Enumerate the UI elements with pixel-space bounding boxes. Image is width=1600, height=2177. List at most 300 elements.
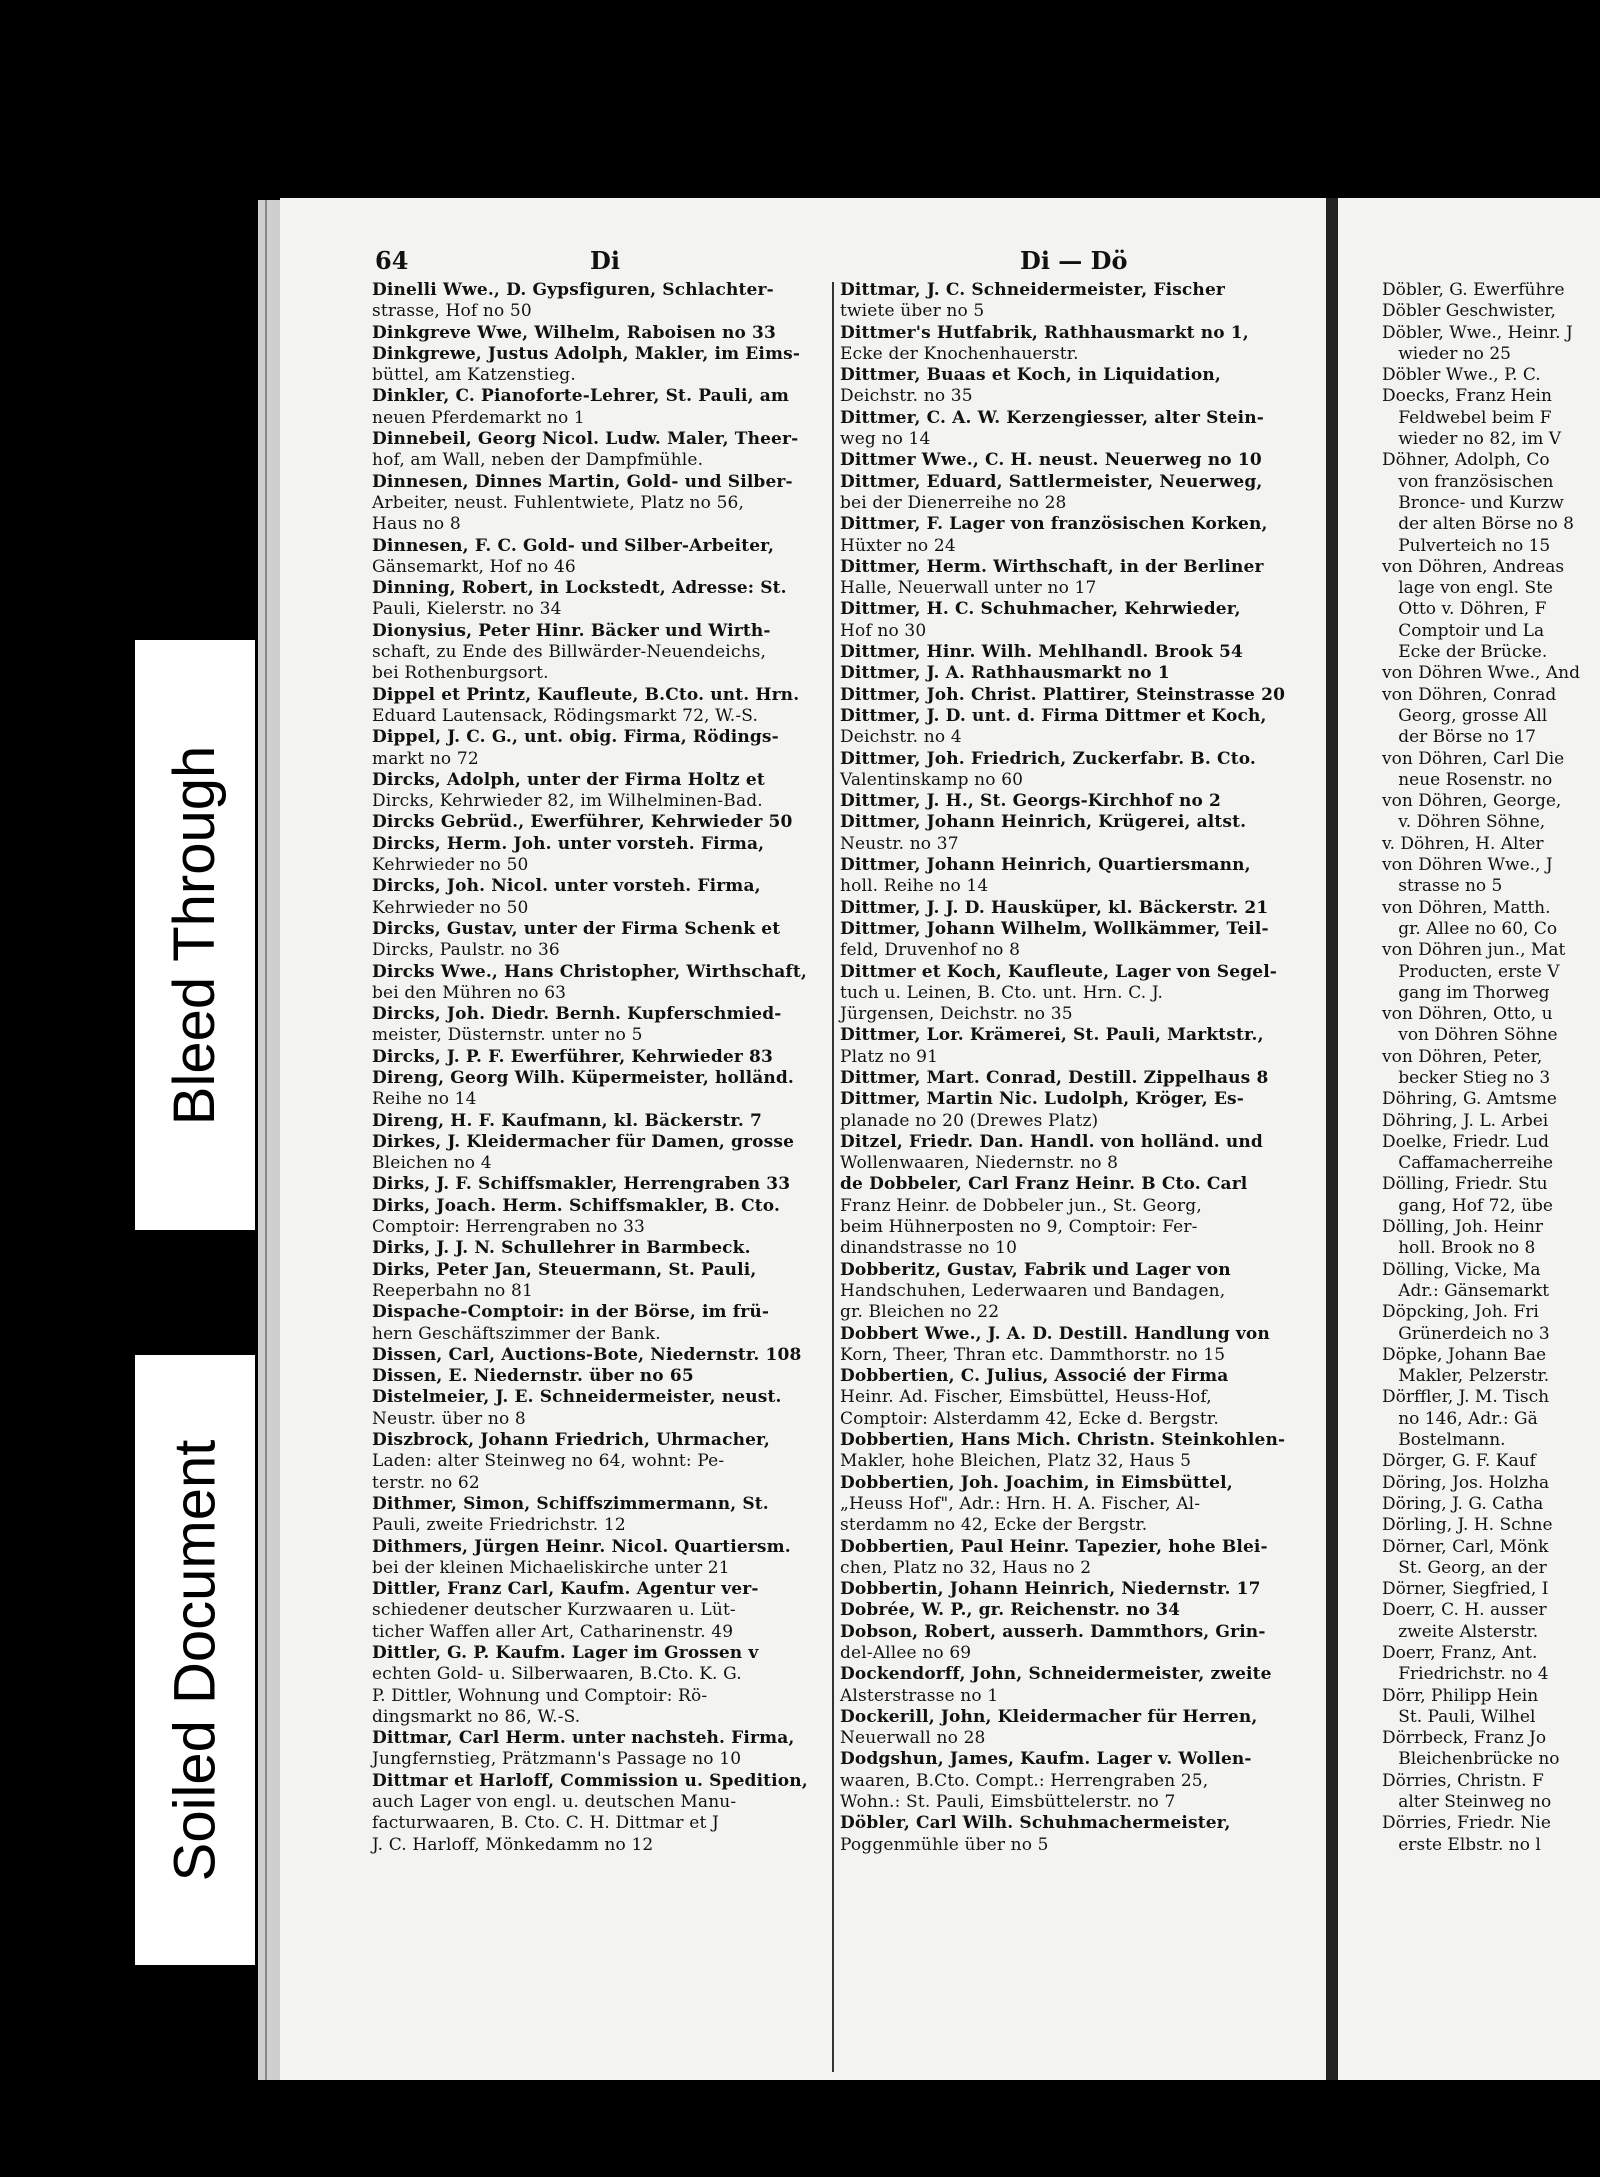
- directory-entry: [840, 1473, 1295, 1537]
- entry-line: Dobbertien, Hans Mich. Christn. Steinkohlen-: [840, 1430, 1286, 1451]
- partial-entry-line: Dörries, Christn. F: [1382, 1770, 1544, 1791]
- entry-line: Neustr. no 37: [840, 833, 959, 854]
- entry-line: Dockendorff, John, Schneidermeister, zweite: [840, 1664, 1272, 1685]
- entry-line: Dittmer, Joh. Christ. Plattirer, Steinstrasse 20: [840, 684, 1286, 705]
- directory-entry: [840, 557, 1295, 600]
- entry-line: Dittmer, J. H., St. Georgs-Kirchhof no 2: [840, 791, 1222, 812]
- entry-line: neuen Pferdemarkt no 1: [372, 407, 585, 428]
- entry-line: Deichstr. no 35: [840, 386, 973, 407]
- directory-entry: [372, 429, 827, 472]
- entry-line: Dircks Gebrüd., Ewerführer, Kehrwieder 50: [372, 812, 793, 833]
- entry-line: Ditzel, Friedr. Dan. Handl. von holländ. und: [840, 1131, 1263, 1152]
- partial-entry-line: wieder no 82, im V: [1382, 429, 1561, 450]
- directory-entry: [372, 1196, 827, 1239]
- directory-entry: [840, 791, 1295, 812]
- partial-entry-line: Bleichenbrücke no: [1382, 1749, 1560, 1770]
- directory-entry: [372, 1132, 827, 1175]
- directory-entry: [372, 1728, 827, 1771]
- directory-entry: [372, 1302, 827, 1345]
- directory-entry: [372, 1004, 827, 1047]
- directory-entry: [840, 1600, 1295, 1621]
- partial-entry-line: alter Steinweg no: [1382, 1792, 1552, 1813]
- entry-line: waaren, B.Cto. Compt.: Herrengraben 25,: [840, 1770, 1209, 1791]
- directory-entry: [840, 365, 1295, 408]
- directory-entry: [372, 472, 827, 536]
- partial-entry-line: Döhring, J. L. Arbei: [1382, 1110, 1549, 1131]
- partial-entry-line: Döhner, Adolph, Co: [1382, 450, 1550, 471]
- entry-line: Dobson, Robert, ausserh. Dammthors, Grin-: [840, 1621, 1266, 1642]
- entry-line: Dittmer et Koch, Kaufleute, Lager von Segel-: [840, 961, 1278, 982]
- entry-line: Dittmer, Lor. Krämerei, St. Pauli, Marktstr.,: [840, 1025, 1264, 1046]
- entry-line: Dissen, E. Niedernstr. über no 65: [372, 1366, 694, 1387]
- entry-line: Dirks, J. J. N. Schullehrer in Barmbeck.: [372, 1238, 751, 1259]
- directory-entry: [840, 919, 1295, 962]
- partial-entry-line: gang im Thorweg: [1382, 982, 1550, 1003]
- directory-entry: [372, 1494, 827, 1537]
- entry-line: Neustr. über no 8: [372, 1408, 526, 1429]
- entry-line: Dippel et Printz, Kaufleute, B.Cto. unt. Hrn.: [372, 684, 800, 705]
- entry-line: Reihe no 14: [372, 1089, 477, 1110]
- directory-entry: [372, 386, 827, 429]
- partial-entry-line: Doerr, C. H. ausser: [1382, 1600, 1547, 1621]
- directory-entry: [372, 536, 827, 579]
- entry-line: Dodgshun, James, Kaufm. Lager v. Wollen-: [840, 1749, 1252, 1770]
- partial-entry-line: v. Döhren, H. Alter: [1382, 833, 1544, 854]
- directory-entry: [372, 1174, 827, 1195]
- entry-line: Dircks Wwe., Hans Christopher, Wirthschaft,: [372, 961, 807, 982]
- entry-line: twiete über no 5: [840, 301, 985, 322]
- directory-entry: [840, 1707, 1295, 1750]
- directory-entry: [372, 323, 827, 344]
- entry-line: schiedener deutscher Kurzwaaren u. Lüt-: [372, 1600, 736, 1621]
- partial-entry-line: gr. Allee no 60, Co: [1382, 918, 1558, 939]
- directory-entry: [840, 1089, 1295, 1132]
- soiled-document-text: Soiled Document: [162, 1439, 228, 1881]
- entry-line: Dircks, J. P. F. Ewerführer, Kehrwieder 83: [372, 1046, 773, 1067]
- partial-entry-line: Dölling, Friedr. Stu: [1382, 1174, 1548, 1195]
- partial-entry-line: strasse no 5: [1382, 876, 1503, 897]
- directory-entry: [372, 876, 827, 919]
- directory-entry: [840, 1579, 1295, 1600]
- partial-entry-line: Pulverteich no 15: [1382, 535, 1551, 556]
- entry-line: Dittmer, Johann Wilhelm, Wollkämmer, Teil-: [840, 918, 1269, 939]
- entry-line: Dinkgreve Wwe, Wilhelm, Raboisen no 33: [372, 322, 777, 343]
- directory-entry: [372, 344, 827, 387]
- entry-line: Dittmer, Buaas et Koch, in Liquidation,: [840, 365, 1221, 386]
- entry-line: Dissen, Carl, Auctions-Bote, Niedernstr. 108: [372, 1344, 802, 1365]
- directory-entry: [840, 472, 1295, 515]
- entry-line: bei der kleinen Michaeliskirche unter 21: [372, 1557, 730, 1578]
- entry-line: holl. Reihe no 14: [840, 876, 989, 897]
- partial-entry-line: von Döhren Wwe., J: [1382, 855, 1553, 876]
- entry-line: Dittmer, Martin Nic. Ludolph, Kröger, Es-: [840, 1089, 1244, 1110]
- entry-line: Bleichen no 4: [372, 1153, 492, 1174]
- directory-entry: [840, 642, 1295, 663]
- directory-entry: [372, 280, 827, 323]
- entry-line: schaft, zu Ende des Billwärder-Neuendeichs,: [372, 642, 767, 663]
- entry-line: Dionysius, Peter Hinr. Bäcker und Wirth-: [372, 620, 771, 641]
- directory-entry: [840, 1813, 1295, 1856]
- page-number: 64: [375, 246, 409, 275]
- directory-entry: [372, 919, 827, 962]
- entry-line: Dirks, J. F. Schiffsmakler, Herrengraben 33: [372, 1174, 791, 1195]
- entry-line: markt no 72: [372, 748, 479, 769]
- entry-line: Dispache-Comptoir: in der Börse, im frü-: [372, 1302, 770, 1323]
- directory-entry: [372, 1260, 827, 1303]
- partial-entry-line: von Döhren jun., Mat: [1382, 940, 1566, 961]
- directory-entry: [840, 280, 1295, 323]
- directory-entry: [372, 770, 827, 813]
- entry-line: Korn, Theer, Thran etc. Dammthorstr. no 15: [840, 1344, 1226, 1365]
- directory-entry: [840, 599, 1295, 642]
- entry-line: strasse, Hof no 50: [372, 301, 532, 322]
- soiled-document-label: [135, 1355, 255, 1965]
- entry-line: büttel, am Katzenstieg.: [372, 365, 576, 386]
- entry-line: tuch u. Leinen, B. Cto. unt. Hrn. C. J.: [840, 982, 1164, 1003]
- entry-line: Pauli, Kielerstr. no 34: [372, 599, 562, 620]
- directory-entry: [840, 749, 1295, 792]
- directory-entry: [840, 962, 1295, 1026]
- directory-entry: [372, 834, 827, 877]
- entry-line: Wohn.: St. Pauli, Eimsbüttelerstr. no 7: [840, 1792, 1176, 1813]
- entry-line: Comptoir: Herrengraben no 33: [372, 1217, 646, 1238]
- partial-entry-line: Bostelmann.: [1382, 1430, 1506, 1451]
- directory-entry: [840, 1068, 1295, 1089]
- entry-line: Handschuhen, Lederwaaren und Bandagen,: [840, 1280, 1226, 1301]
- entry-line: bei der Dienerreihe no 28: [840, 492, 1067, 513]
- directory-entry: [840, 1174, 1295, 1259]
- entry-line: Dobbertien, Paul Heinr. Tapezier, hohe Blei-: [840, 1536, 1268, 1557]
- entry-line: Direng, Georg Wilh. Küpermeister, holländ.: [372, 1067, 794, 1088]
- partial-entry-line: Dölling, Vicke, Ma: [1382, 1259, 1541, 1280]
- entry-line: bei den Mühren no 63: [372, 982, 567, 1003]
- directory-entry: [372, 1047, 827, 1068]
- partial-entry-line: Friedrichstr. no 4: [1382, 1664, 1549, 1685]
- entry-line: Dircks, Joh. Diedr. Bernh. Kupferschmied-: [372, 1004, 782, 1025]
- entry-line: del-Allee no 69: [840, 1643, 972, 1663]
- directory-entry: [840, 1664, 1295, 1707]
- entry-line: Jürgensen, Deichstr. no 35: [840, 1004, 1073, 1025]
- partial-entry-line: von Döhren, Conrad: [1382, 684, 1557, 705]
- entry-line: Dinnesen, Dinnes Martin, Gold- und Silber-: [372, 471, 793, 492]
- book-gutter: [1326, 198, 1338, 2080]
- partial-entry-line: Dörr, Philipp Hein: [1382, 1685, 1539, 1706]
- partial-entry-line: Doelke, Friedr. Lud: [1382, 1131, 1550, 1152]
- entry-line: feld, Druvenhof no 8: [840, 940, 1021, 961]
- directory-entry: [372, 1387, 827, 1430]
- partial-entry-line: Dörling, J. H. Schne: [1382, 1515, 1553, 1536]
- partial-entry-line: Georg, grosse All: [1382, 705, 1548, 726]
- entry-line: Hüxter no 24: [840, 535, 956, 556]
- directory-entry: [840, 663, 1295, 684]
- directory-entry: [372, 962, 827, 1005]
- head-right: Di — Dö: [1020, 246, 1128, 275]
- partial-entry-line: von Döhren, Carl Die: [1382, 748, 1565, 769]
- partial-entry-line: Döpke, Johann Bae: [1382, 1344, 1547, 1365]
- partial-entry-line: Doecks, Franz Hein: [1382, 386, 1552, 407]
- entry-line: Dittmer, Hinr. Wilh. Mehlhandl. Brook 54: [840, 642, 1244, 663]
- entry-line: Dittmer, Johann Heinrich, Krügerei, altst.: [840, 812, 1247, 833]
- entry-line: Pauli, zweite Friedrichstr. 12: [372, 1515, 626, 1536]
- directory-entry: [372, 1111, 827, 1132]
- directory-entry: [372, 1345, 827, 1366]
- partial-entry-line: von Döhren Wwe., And: [1382, 663, 1580, 684]
- directory-entry: [840, 408, 1295, 451]
- partial-entry-line: Grünerdeich no 3: [1382, 1323, 1550, 1344]
- entry-line: Comptoir: Alsterdamm 42, Ecke d. Bergstr.: [840, 1408, 1219, 1429]
- entry-line: gr. Bleichen no 22: [840, 1302, 1000, 1323]
- entry-line: Kehrwieder no 50: [372, 855, 529, 876]
- directory-entry: [840, 685, 1295, 706]
- entry-line: Hof no 30: [840, 620, 927, 641]
- partial-entry-line: der Börse no 17: [1382, 727, 1536, 748]
- entry-line: Platz no 91: [840, 1046, 939, 1067]
- column-divider: [832, 282, 834, 2072]
- directory-entry: [372, 1579, 827, 1643]
- facing-page-column: [1382, 280, 1600, 1856]
- entry-line: echten Gold- u. Silberwaaren, B.Cto. K. G.: [372, 1664, 742, 1685]
- entry-line: Döbler, Carl Wilh. Schuhmachermeister,: [840, 1813, 1231, 1834]
- entry-line: Dockerill, John, Kleidermacher für Herren,: [840, 1706, 1258, 1727]
- partial-entry-line: Comptoir und La: [1382, 620, 1545, 641]
- partial-entry-line: Bronce- und Kurzw: [1382, 492, 1564, 513]
- partial-entry-line: Dörffler, J. M. Tisch: [1382, 1387, 1550, 1408]
- directory-entry: [840, 323, 1295, 366]
- directory-entry: [372, 578, 827, 621]
- directory-entry: [840, 1260, 1295, 1324]
- entry-line: Deichstr. no 4: [840, 727, 962, 748]
- entry-line: Dittmer, H. C. Schuhmacher, Kehrwieder,: [840, 599, 1241, 620]
- entry-line: „Heuss Hof", Adr.: Hrn. H. A. Fischer, Al-: [840, 1493, 1201, 1514]
- entry-line: Dobbertin, Johann Heinrich, Niedernstr. 17: [840, 1579, 1261, 1600]
- directory-entry: [372, 1068, 827, 1111]
- entry-line: Haus no 8: [372, 514, 461, 535]
- entry-line: Dobbert Wwe., J. A. D. Destill. Handlung von: [840, 1323, 1270, 1344]
- directory-entry: [372, 727, 827, 770]
- middle-column: [840, 280, 1295, 1856]
- directory-entry: [840, 1132, 1295, 1175]
- directory-entry: [840, 1324, 1295, 1367]
- entry-line: Dippel, J. C. G., unt. obig. Firma, Rödings-: [372, 727, 779, 748]
- directory-entry: [840, 1622, 1295, 1665]
- entry-line: dingsmarkt no 86, W.-S.: [372, 1706, 581, 1727]
- entry-line: meister, Düsternstr. unter no 5: [372, 1025, 643, 1046]
- partial-entry-line: Ecke der Brücke.: [1382, 642, 1548, 663]
- entry-line: Dithmers, Jürgen Heinr. Nicol. Quartiersm.: [372, 1536, 791, 1557]
- partial-entry-line: von Döhren, Andreas: [1382, 556, 1565, 577]
- entry-line: Ecke der Knochenhauerstr.: [840, 343, 1079, 364]
- entry-line: Dittmer, Joh. Friedrich, Zuckerfabr. B. Cto.: [840, 748, 1256, 769]
- entry-line: Gänsemarkt, Hof no 46: [372, 556, 576, 577]
- partial-entry-line: Döbler, Wwe., Heinr. J: [1382, 322, 1573, 343]
- entry-line: Valentinskamp no 60: [840, 769, 1024, 790]
- entry-line: Dittmer Wwe., C. H. neust. Neuerweg no 10: [840, 450, 1262, 471]
- entry-line: weg no 14: [840, 429, 931, 450]
- entry-line: Eduard Lautensack, Rödingsmarkt 72, W.-S.: [372, 705, 759, 726]
- entry-line: Reeperbahn no 81: [372, 1280, 533, 1301]
- directory-entry: [840, 1025, 1295, 1068]
- entry-line: Dithmer, Simon, Schiffszimmermann, St.: [372, 1493, 769, 1514]
- entry-line: chen, Platz no 32, Haus no 2: [840, 1557, 1092, 1578]
- entry-line: Dittmer, J. D. unt. d. Firma Dittmer et Koch,: [840, 705, 1267, 726]
- entry-line: Dittmer, J. J. D. Hausküper, kl. Bäckerstr. 21: [840, 897, 1269, 918]
- partial-entry-line: Producten, erste V: [1382, 961, 1560, 982]
- directory-entry: [840, 706, 1295, 749]
- facing-page: [1338, 198, 1600, 2080]
- entry-line: Arbeiter, neust. Fuhlentwiete, Platz no 56,: [372, 492, 745, 513]
- entry-line: Dittmer, Herm. Wirthschaft, in der Berliner: [840, 556, 1264, 577]
- entry-line: auch Lager von engl. u. deutschen Manu-: [372, 1792, 737, 1813]
- entry-line: sterdamm no 42, Ecke der Bergstr.: [840, 1515, 1148, 1536]
- entry-line: Heinr. Ad. Fischer, Eimsbüttel, Heuss-Hof,: [840, 1387, 1212, 1408]
- entry-line: Dinnebeil, Georg Nicol. Ludw. Maler, Theer-: [372, 429, 799, 450]
- entry-line: bei Rothenburgsort.: [372, 663, 549, 684]
- partial-entry-line: gang, Hof 72, übe: [1382, 1195, 1553, 1216]
- partial-entry-line: Dörner, Carl, Mönk: [1382, 1536, 1549, 1557]
- partial-entry-line: Adr.: Gänsemarkt: [1382, 1280, 1550, 1301]
- entry-line: Dircks, Herm. Joh. unter vorsteh. Firma,: [372, 833, 765, 854]
- partial-entry-line: Dörger, G. F. Kauf: [1382, 1451, 1536, 1472]
- directory-entry: [372, 685, 827, 728]
- directory-entry: [840, 898, 1295, 919]
- partial-entry-line: no 146, Adr.: Gä: [1382, 1408, 1538, 1429]
- partial-entry-line: St. Pauli, Wilhel: [1382, 1706, 1536, 1727]
- entry-line: Poggenmühle über no 5: [840, 1834, 1049, 1855]
- directory-entry: [372, 1430, 827, 1494]
- entry-line: Makler, hohe Bleichen, Platz 32, Haus 5: [840, 1451, 1192, 1472]
- entry-line: Dittmer, Eduard, Sattlermeister, Neuerweg,: [840, 471, 1263, 492]
- entry-line: Dinkler, C. Pianoforte-Lehrer, St. Pauli, am: [372, 386, 790, 407]
- partial-entry-line: Dörries, Friedr. Nie: [1382, 1813, 1551, 1834]
- entry-line: Dittmer, Mart. Conrad, Destill. Zippelhaus 8: [840, 1067, 1269, 1088]
- partial-entry-line: Dörner, Siegfried, I: [1382, 1579, 1549, 1600]
- entry-line: de Dobbeler, Carl Franz Heinr. B Cto. Carl: [840, 1174, 1248, 1195]
- entry-line: Alsterstrasse no 1: [840, 1685, 999, 1706]
- directory-entry: [372, 621, 827, 685]
- entry-line: Dircks, Kehrwieder 82, im Wilhelminen-Bad.: [372, 791, 763, 812]
- directory-entry: [372, 1643, 827, 1728]
- partial-entry-line: erste Elbstr. no l: [1382, 1834, 1541, 1855]
- left-column: [372, 280, 827, 1856]
- page-edge-stack: [258, 200, 281, 2080]
- partial-entry-line: holl. Brook no 8: [1382, 1238, 1536, 1259]
- entry-line: Dobbertien, C. Julius, Associé der Firma: [840, 1366, 1229, 1387]
- entry-line: Dirks, Peter Jan, Steuermann, St. Pauli,: [372, 1259, 757, 1280]
- entry-line: Dittmer's Hutfabrik, Rathhausmarkt no 1,: [840, 322, 1249, 343]
- partial-entry-line: der alten Börse no 8: [1382, 514, 1574, 535]
- partial-entry-line: Doerr, Franz, Ant.: [1382, 1643, 1538, 1663]
- partial-entry-line: Dörrbeck, Franz Jo: [1382, 1728, 1547, 1749]
- directory-entry: [840, 1366, 1295, 1430]
- entry-line: Dobbertien, Joh. Joachim, in Eimsbüttel,: [840, 1472, 1233, 1493]
- directory-entry: [840, 450, 1295, 471]
- partial-entry-line: Döhring, G. Amtsme: [1382, 1089, 1557, 1110]
- bleed-through-text: Bleed Through: [162, 745, 228, 1125]
- directory-entry: [372, 1537, 827, 1580]
- entry-line: hof, am Wall, neben der Dampfmühle.: [372, 450, 704, 471]
- partial-entry-line: von Döhren, Matth.: [1382, 897, 1551, 918]
- directory-entry: [372, 1366, 827, 1387]
- entry-line: Halle, Neuerwall unter no 17: [840, 578, 1097, 599]
- entry-line: Jungfernstieg, Prätzmann's Passage no 10: [372, 1749, 742, 1770]
- partial-entry-line: Döpcking, Joh. Fri: [1382, 1302, 1539, 1323]
- entry-line: Diszbrock, Johann Friedrich, Uhrmacher,: [372, 1430, 770, 1451]
- partial-entry-line: lage von engl. Ste: [1382, 578, 1553, 599]
- partial-entry-line: Feldwebel beim F: [1382, 407, 1552, 428]
- partial-entry-line: Makler, Pelzerstr.: [1382, 1366, 1550, 1387]
- partial-entry-line: wieder no 25: [1382, 343, 1511, 364]
- directory-entry: [840, 1537, 1295, 1580]
- partial-entry-line: Dölling, Joh. Heinr: [1382, 1217, 1544, 1238]
- entry-line: dinandstrasse no 10: [840, 1238, 1018, 1259]
- entry-line: Distelmeier, J. E. Schneidermeister, neust.: [372, 1387, 782, 1408]
- bleed-through-label: [135, 640, 255, 1230]
- entry-line: Dobberitz, Gustav, Fabrik und Lager von: [840, 1259, 1231, 1280]
- entry-line: Kehrwieder no 50: [372, 897, 529, 918]
- partial-entry-line: zweite Alsterstr.: [1382, 1621, 1539, 1642]
- directory-entry: [372, 812, 827, 833]
- directory-entry: [372, 1238, 827, 1259]
- entry-line: Dittmer, Johann Heinrich, Quartiersmann,: [840, 855, 1251, 876]
- entry-line: Wollenwaaren, Niedernstr. no 8: [840, 1153, 1119, 1174]
- entry-line: Dircks, Joh. Nicol. unter vorsteh. Firma,: [372, 876, 761, 897]
- entry-line: Laden: alter Steinweg no 64, wohnt: Pe-: [372, 1451, 725, 1472]
- entry-line: Dircks, Adolph, unter der Firma Holtz et: [372, 769, 765, 790]
- entry-line: Dinning, Robert, in Lockstedt, Adresse: St.: [372, 578, 787, 599]
- partial-entry-line: Döbler Wwe., P. C.: [1382, 365, 1541, 386]
- partial-entry-line: neue Rosenstr. no: [1382, 769, 1553, 790]
- entry-line: Dirkes, J. Kleidermacher für Damen, grosse: [372, 1131, 795, 1152]
- entry-line: Franz Heinr. de Dobbeler jun., St. Georg,: [840, 1195, 1202, 1216]
- entry-line: Dittmer, J. A. Rathhausmarkt no 1: [840, 663, 1170, 684]
- partial-entry-line: von Döhren, Otto, u: [1382, 1004, 1553, 1025]
- directory-entry: [840, 1430, 1295, 1473]
- directory-page: [280, 198, 1350, 2080]
- partial-entry-line: von französischen: [1382, 471, 1554, 492]
- entry-line: Dittmer, F. Lager von französischen Korken,: [840, 514, 1268, 535]
- partial-entry-line: Döring, J. G. Catha: [1382, 1493, 1544, 1514]
- partial-entry-line: von Döhren Söhne: [1382, 1025, 1558, 1046]
- entry-line: Dobrée, W. P., gr. Reichenstr. no 34: [840, 1600, 1181, 1621]
- partial-entry-line: v. Döhren Söhne,: [1382, 812, 1546, 833]
- entry-line: P. Dittler, Wohnung und Comptoir: Rö-: [372, 1685, 708, 1706]
- entry-line: Dittler, G. P. Kaufm. Lager im Grossen v: [372, 1643, 759, 1663]
- partial-entry-line: von Döhren, Peter,: [1382, 1046, 1543, 1067]
- directory-entry: [840, 514, 1295, 557]
- entry-line: Dirks, Joach. Herm. Schiffsmakler, B. Cto.: [372, 1195, 781, 1216]
- entry-line: Dircks, Paulstr. no 36: [372, 940, 560, 961]
- entry-line: Dittmar, J. C. Schneidermeister, Fischer: [840, 280, 1226, 300]
- entry-line: Dittler, Franz Carl, Kaufm. Agentur ver-: [372, 1579, 759, 1600]
- partial-entry-line: Caffamacherreihe: [1382, 1153, 1554, 1174]
- entry-line: J. C. Harloff, Mönkedamm no 12: [372, 1834, 654, 1855]
- head-left: Di: [590, 246, 620, 275]
- partial-entry-line: Döbler, G. Ewerführe: [1382, 280, 1565, 300]
- partial-entry-line: Döring, Jos. Holzha: [1382, 1472, 1550, 1493]
- entry-line: ticher Waffen aller Art, Catharinenstr. 49: [372, 1621, 734, 1642]
- directory-entry: [840, 812, 1295, 855]
- entry-line: Neuerwall no 28: [840, 1728, 986, 1749]
- partial-entry-line: Otto v. Döhren, F: [1382, 599, 1547, 620]
- entry-line: Dittmar, Carl Herm. unter nachsteh. Firma,: [372, 1728, 795, 1749]
- running-head: [280, 246, 1350, 276]
- partial-entry-line: becker Stieg no 3: [1382, 1067, 1551, 1088]
- partial-entry-line: St. Georg, an der: [1382, 1557, 1547, 1578]
- partial-entry-line: von Döhren, George,: [1382, 791, 1562, 812]
- entry-line: Dinelli Wwe., D. Gypsfiguren, Schlachter-: [372, 280, 774, 300]
- partial-entry-line: Döbler Geschwister,: [1382, 301, 1556, 322]
- entry-line: Dittmar et Harloff, Commission u. Spedition,: [372, 1770, 808, 1791]
